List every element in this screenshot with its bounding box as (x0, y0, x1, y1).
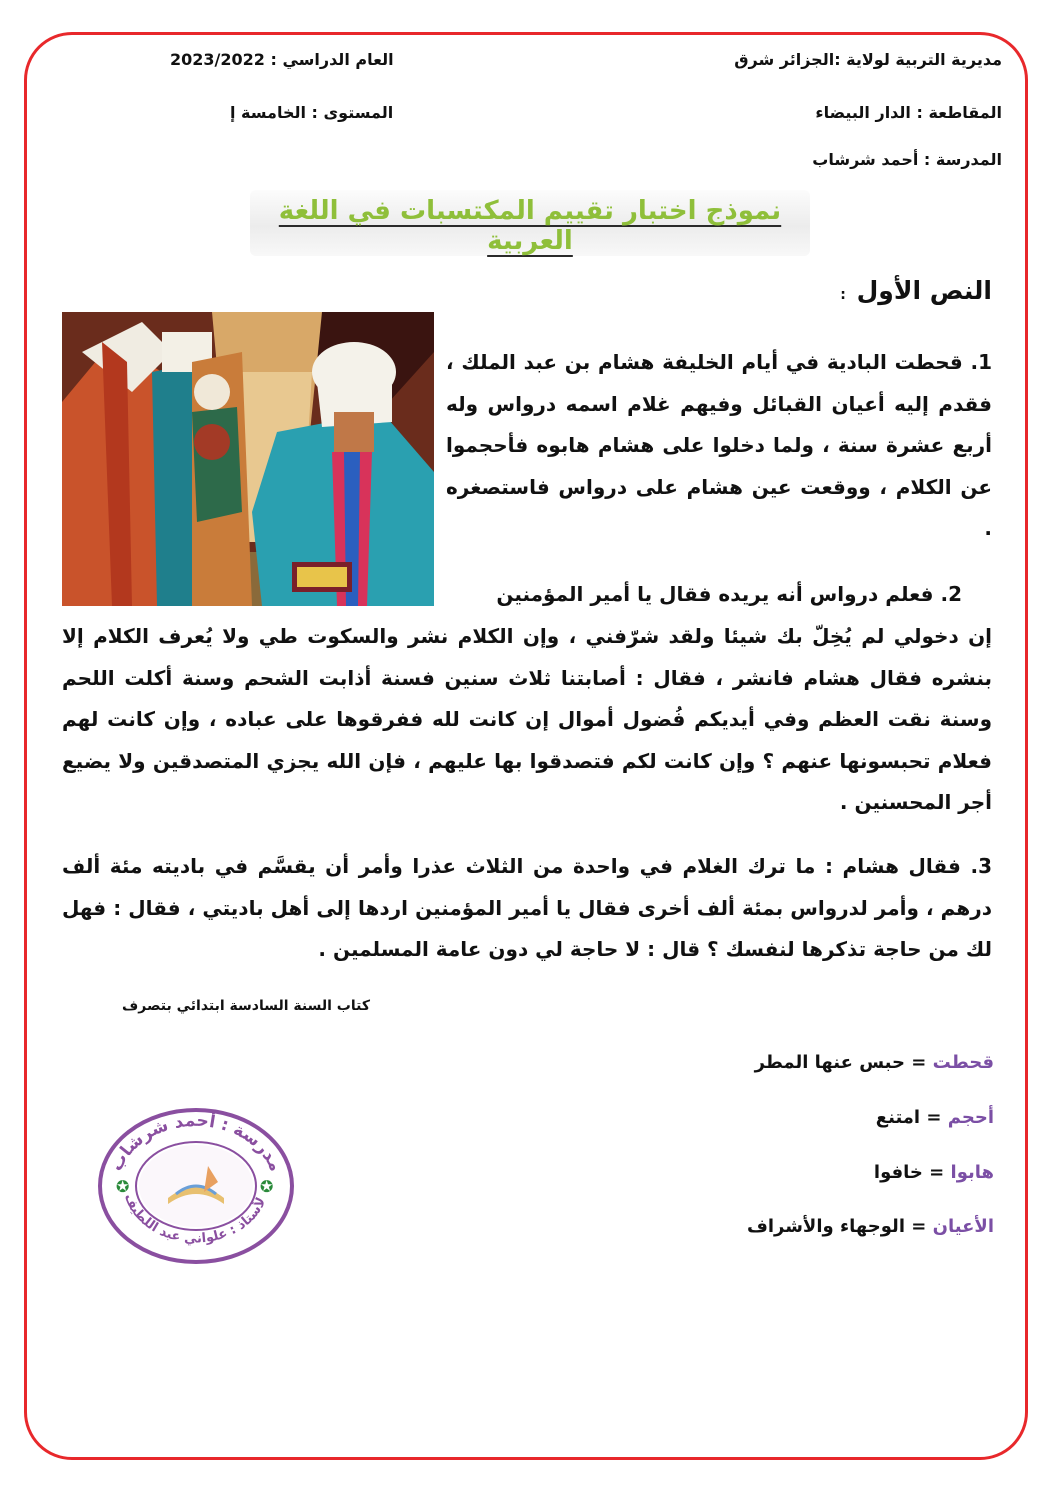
glossary-term: أحجم (947, 1107, 994, 1128)
header-directorate: مديرية التربية لولاية :الجزائر شرق (734, 50, 1002, 69)
glossary-equals: = (911, 1052, 927, 1073)
header-level: المستوى : الخامسة إ (230, 103, 394, 122)
glossary-meaning: الوجهاء والأشراف (746, 1216, 905, 1237)
glossary-meaning: خافوا (873, 1162, 923, 1183)
source-citation: كتاب السنة السادسة ابتدائي بتصرف (121, 998, 370, 1014)
page-title: نموذج اختبار تقييم المكتسبات في اللغة العربية (278, 196, 782, 256)
glossary-term: قحطت (932, 1052, 994, 1073)
glossary-equals: = (929, 1162, 945, 1183)
stamp-seal (96, 1106, 296, 1266)
glossary-meaning: امتنع (875, 1107, 921, 1128)
illustration-figures (62, 312, 434, 606)
svg-text:✪: ✪ (260, 1177, 274, 1196)
glossary-term: الأعيان (932, 1216, 994, 1237)
section-heading (840, 276, 992, 305)
glossary-term: هابوا (950, 1162, 994, 1183)
paragraph-2: إن دخولي لم يُخِلّ بك شيئا ولقد شرّفني ، وإن الكلام نشر والسكوت طي ولا يُعرف الكلام إلا بنشره فقال هشام فانشر ، فقال : أصابتنا ثلاث سنين فسنة أذابت الشحم وسنة أكلت اللحم وسنة نقت العظم وفي أيديكم فُضول أموال إن كانت لله ففرقوها على عباده ، وإن كانت لهم فعلام تحبسونها عنهم ؟ وإن كانت لكم فتصدقوا بها عليهم ، فإن الله يجزي المتصدقين ولا يضيع أجر المحسنين . (62, 624, 992, 814)
illustration (62, 312, 434, 606)
svg-text:✪: ✪ (116, 1177, 130, 1196)
header-school: المدرسة : أحمد شرشاب (812, 150, 1002, 169)
paragraph-2-start: 2. فعلم درواس أنه يريده فقال يا أمير المؤمنين (496, 582, 962, 606)
section-heading-text: النص الأول (856, 276, 992, 305)
paragraph-3: 3. فقال هشام : ما ترك الغلام في واحدة من الثلاث عذرا وأمر أن يقسَّم في باديته مئة ألف درهم ، وأمر لدرواس بمئة ألف أخرى فقال يا أمير المؤمنين اردها إلى أهل باديتي ، فقال : فهل لك من حاجة تذكرها لنفسك ؟ قال : لا حاجة لي دون عامة المسلمين . (62, 854, 992, 961)
glossary-meaning: حبس عنها المطر (754, 1052, 905, 1073)
header-district: المقاطعة : الدار البيضاء (815, 103, 1002, 122)
section-heading-colon: : (840, 287, 846, 303)
glossary-item (874, 1162, 994, 1183)
glossary-equals: = (911, 1216, 927, 1237)
paragraph-1: 1. قحطت البادية في أيام الخليفة هشام بن عبد الملك ، فقدم إليه أعيان القبائل وفيهم غلام اسمه درواس وله أربع عشرة سنة ، ولما دخلوا على هشام هابوه فأحجموا عن الكلام ، ووقعت عين هشام على درواس فاستصغره . (446, 350, 992, 540)
glossary-item (876, 1107, 994, 1128)
stamp-line-2: الأستاذ : علواني عبد اللطيف (121, 1191, 270, 1247)
school-stamp (96, 1106, 296, 1266)
stamp-line-1: مدرسة : أحمد شرشاب (106, 1110, 286, 1175)
glossary-equals: = (926, 1107, 942, 1128)
header-year: العام الدراسي : 2023/2022 (170, 50, 394, 69)
glossary-item (755, 1052, 994, 1073)
glossary-item (747, 1216, 994, 1237)
